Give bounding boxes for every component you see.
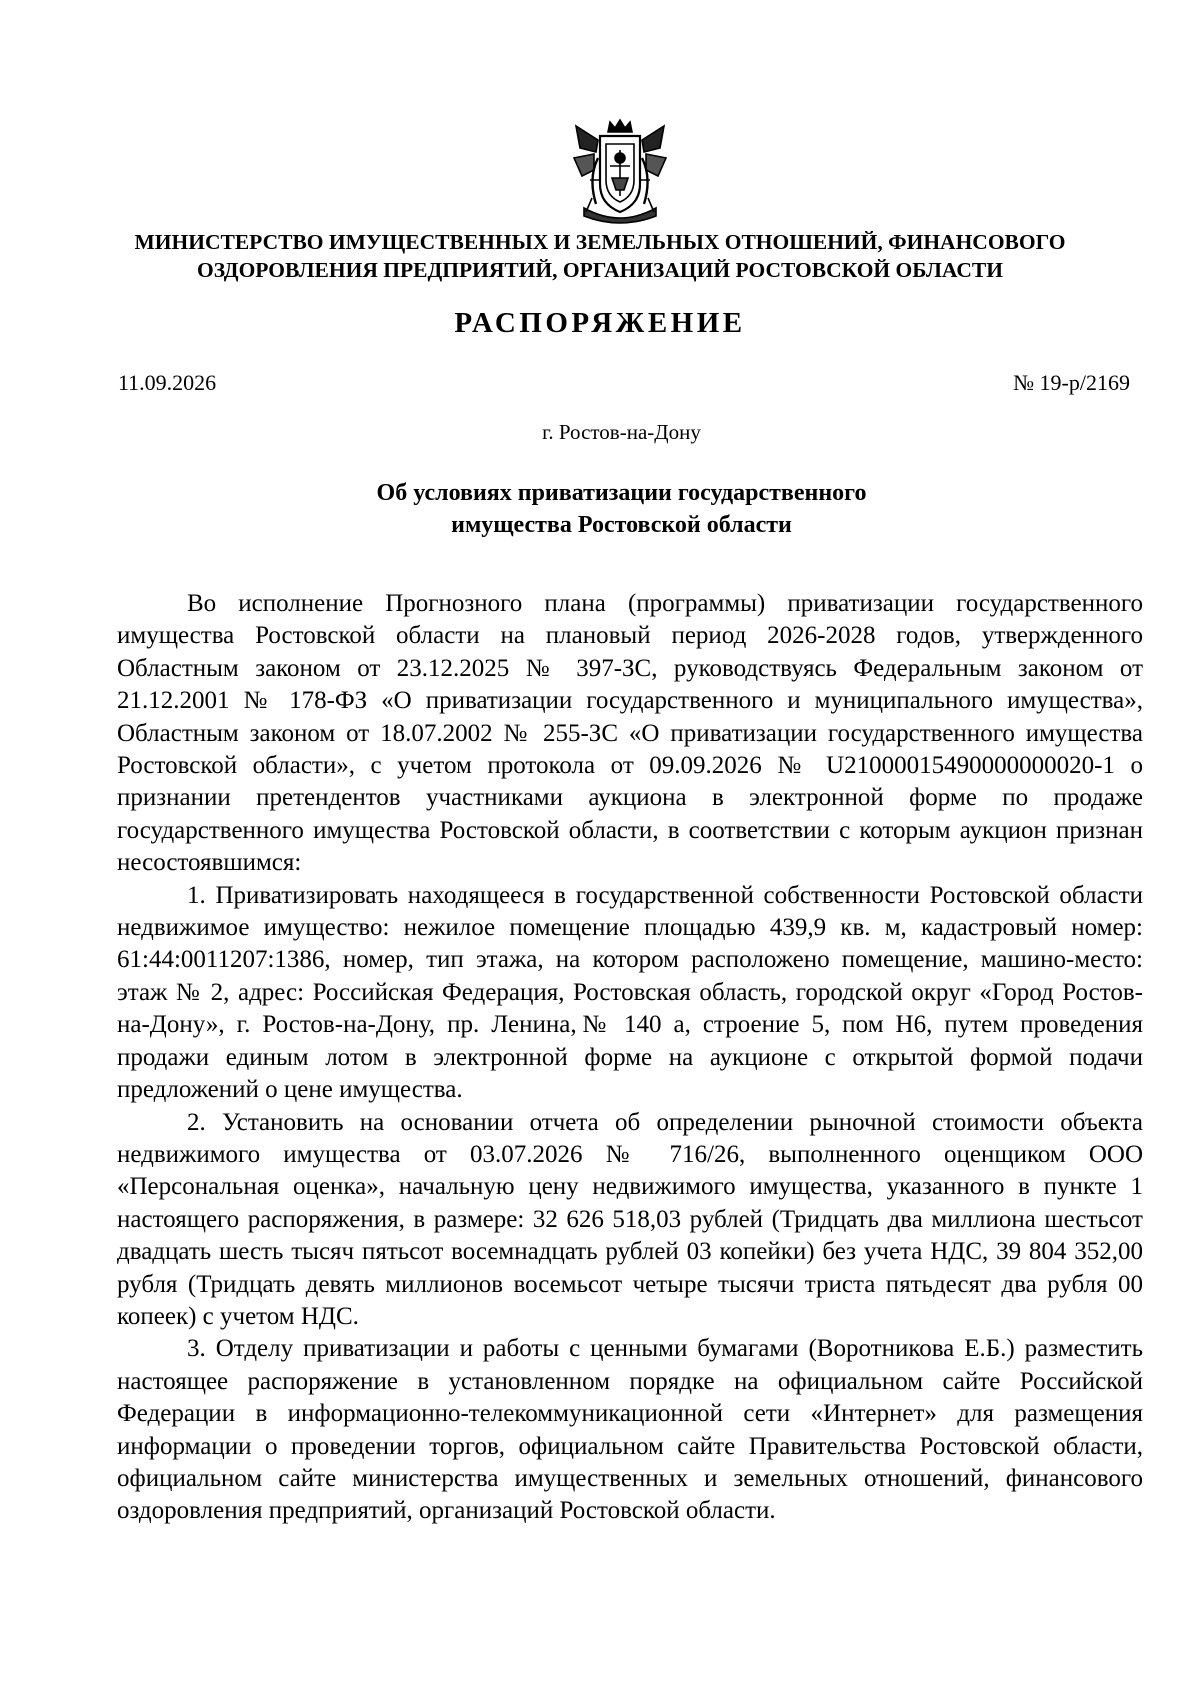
coat-of-arms-icon (570, 118, 670, 226)
item-1-paragraph: 1. Приватизировать находящееся в государственной собственности Ростовской области недвижимое имущество: нежилое помещение площадью 439,9 кв. м, кадастровый номер: 61:44:0011207:1386, номер, тип этажа, на котором расположено помещение, машино-место: этаж № 2, адрес: Российская Федерация, Ростовская область, городской округ «Город Ростов-на-Дону», г. Ростов-на-Дону, пр. Ленина,№ 140 а, строение 5, пом Н6, путем проведения продажи единым лотом в электронной форме на аукционе с открытой формой подачи предложений о цене имущества. (117, 881, 1143, 1104)
item-3-paragraph: 3. Отделу приватизации и работы с ценными бумагами (Воротникова Е.Б.) разместить настоящее распоряжение в установленном порядке на официальном сайте Российской Федерации в информационно-телекоммуникационной сети «Интернет» для размещения информации о проведении торгов, официальном сайте Правительства Ростовской области, официальном сайте министерства имущественных и земельных отношений, финансового оздоровления предприятий, организаций Ростовской области. (117, 1335, 1143, 1525)
item-2-paragraph: 2. Установить на основании отчета об определении рыночной стоимости объекта недвижимого имущества от 03.07.2026 № 716/26, выполненного оценщиком ООО «Персональная оценка», начальную цену недвижимого имущества, указанного в пункте 1 настоящего распоряжения, в размере: 32 626 518,03 рублей (Тридцать два миллиона шестьсот двадцать шесть тысяч пятьсот восемнадцать рублей 03 копейки) без учета НДС, 39 804 352,00 рубля (Тридцать девять миллионов восемьсот четыре тысячи триста пятьдесят два рубля 00 копеек) с учетом НДС. (117, 1108, 1143, 1330)
ministry-name-line1: МИНИСТЕРСТВО ИМУЩЕСТВЕННЫХ И ЗЕМЕЛЬНЫХ ОТНОШЕНИЙ, ФИНАНСОВОГО (134, 230, 1066, 254)
document-subject (200, 477, 1043, 541)
document-city: г. Ростов-на-Дону (542, 420, 701, 444)
subject-line1: Об условиях приватизации государственного (376, 480, 867, 506)
document-number: № 19-р/2169 (1013, 370, 1130, 395)
document-type-heading: РАСПОРЯЖЕНИЕ (454, 307, 746, 339)
ministry-name-line2: ОЗДОРОВЛЕНИЯ ПРЕДПРИЯТИЙ, ОРГАНИЗАЦИЙ РОСТОВСКОЙ ОБЛАСТИ (197, 258, 1003, 282)
document-date: 11.09.2026 (118, 370, 217, 395)
subject-line2: имущества Ростовской области (451, 512, 792, 538)
document-body (117, 588, 1143, 1528)
preamble-paragraph: Во исполнение Прогнозного плана (программы) приватизации государственного имущества Ростовской области на плановый период 2026-2028 годов, утвержденного Областным законом от 23.12.2025 № 397-ЗС, руководствуясь Федеральным законом от 21.12.2001 № 178-ФЗ «О приватизации государственного и муниципального имущества», Областным законом от 18.07.2002 № 255-ЗС «О приватизации государственного имущества Ростовской области», с учетом протокола от 09.09.2026 № U21000015490000000020-1 о признании претендентов участниками аукциона в электронной форме по продаже государственного имущества Ростовской области, в соответствии с которым аукцион признан несостоявшимся: (117, 590, 1143, 877)
ministry-name (100, 228, 1100, 284)
